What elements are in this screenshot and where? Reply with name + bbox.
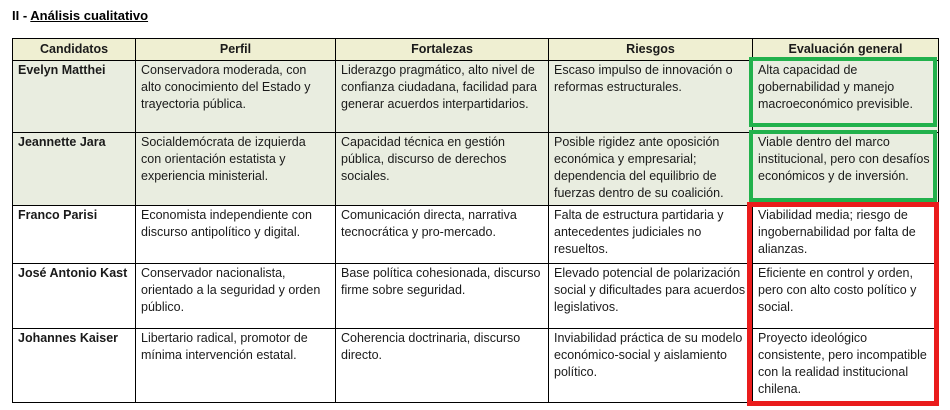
cell-riesgos: Escaso impulso de innovación o reformas estructurales. [549, 61, 753, 133]
table-row [13, 264, 939, 329]
title-underlined-text: Análisis cualitativo [30, 8, 149, 23]
column-header-candidatos: Candidatos [13, 39, 136, 61]
cell-evaluacion: Eficiente en control y orden, pero con alto costo político y social. [753, 264, 939, 329]
table-row [13, 206, 939, 264]
table-row [13, 133, 939, 206]
cell-riesgos: Inviabilidad práctica de su modelo económico-social y aislamiento político. [549, 329, 753, 403]
cell-candidato: Evelyn Matthei [13, 61, 136, 133]
table-row [13, 61, 939, 133]
cell-candidato: Johannes Kaiser [13, 329, 136, 403]
cell-candidato: Jeannette Jara [13, 133, 136, 206]
page-title [12, 8, 148, 23]
cell-perfil: Conservador nacionalista, orientado a la seguridad y orden público. [136, 264, 336, 329]
cell-candidato: José Antonio Kast [13, 264, 136, 329]
column-header-evaluacion: Evaluación general [753, 39, 939, 61]
cell-riesgos: Falta de estructura partidaria y antecedentes judiciales no resueltos. [549, 206, 753, 264]
cell-fortalezas: Liderazgo pragmático, alto nivel de confianza ciudadana, facilidad para generar acuerdos interpartidarios. [336, 61, 549, 133]
column-header-perfil: Perfil [136, 39, 336, 61]
cell-evaluacion: Viable dentro del marco institucional, pero con desafíos económicos y de inversión. [753, 133, 939, 206]
analysis-table [12, 38, 939, 403]
cell-perfil: Conservadora moderada, con alto conocimiento del Estado y trayectoria pública. [136, 61, 336, 133]
cell-fortalezas: Comunicación directa, narrativa tecnocrática y pro-mercado. [336, 206, 549, 264]
cell-fortalezas: Coherencia doctrinaria, discurso directo. [336, 329, 549, 403]
cell-perfil: Socialdemócrata de izquierda con orientación estatista y experiencia ministerial. [136, 133, 336, 206]
header-row [13, 39, 939, 61]
cell-fortalezas: Capacidad técnica en gestión pública, discurso de derechos sociales. [336, 133, 549, 206]
cell-perfil: Libertario radical, promotor de mínima intervención estatal. [136, 329, 336, 403]
cell-perfil: Economista independiente con discurso antipolítico y digital. [136, 206, 336, 264]
table-row [13, 329, 939, 403]
cell-evaluacion: Viabilidad media; riesgo de ingobernabilidad por falta de alianzas. [753, 206, 939, 264]
column-header-riesgos: Riesgos [549, 39, 753, 61]
cell-fortalezas: Base política cohesionada, discurso firme sobre seguridad. [336, 264, 549, 329]
column-header-fortalezas: Fortalezas [336, 39, 549, 61]
cell-riesgos: Posible rigidez ante oposición económica y empresarial; dependencia del equilibrio de fuerzas dentro de su coalición. [549, 133, 753, 206]
cell-evaluacion: Proyecto ideológico consistente, pero incompatible con la realidad institucional chilena. [753, 329, 939, 403]
cell-candidato: Franco Parisi [13, 206, 136, 264]
cell-riesgos: Elevado potencial de polarización social y dificultades para acuerdos legislativos. [549, 264, 753, 329]
cell-evaluacion: Alta capacidad de gobernabilidad y manejo macroeconómico previsible. [753, 61, 939, 133]
title-prefix: II - [12, 8, 31, 23]
